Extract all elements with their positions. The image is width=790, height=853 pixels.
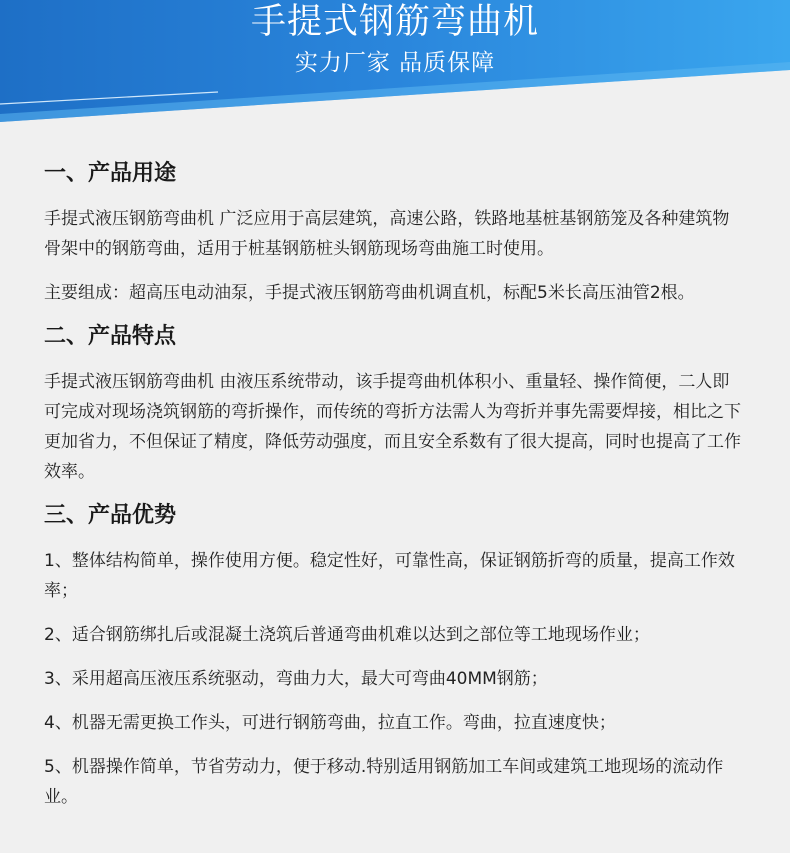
advantage-item-3: 3、采用超高压液压系统驱动，弯曲力大，最大可弯曲40MM钢筋； <box>44 669 548 689</box>
content-area <box>0 125 790 812</box>
advantage-item-2: 2、适合钢筋绑扎后或混凝土浇筑后普通弯曲机难以达到之部位等工地现场作业； <box>44 625 650 645</box>
advantage-item-4: 4、机器无需更换工作头，可进行钢筋弯曲，拉直工作。弯曲，拉直速度快； <box>44 713 616 733</box>
section-heading-advantages: 三、产品优势 <box>44 503 177 528</box>
page-title: 手提式钢筋弯曲机 <box>250 2 539 42</box>
header-banner <box>0 0 790 125</box>
advantage-item-1: 1、整体结构简单，操作使用方便。稳定性好，可靠性高，保证钢筋折弯的质量，提高工作效率； <box>44 551 735 601</box>
section-heading-features: 二、产品特点 <box>44 324 177 349</box>
composition-paragraph: 主要组成：超高压电动油泵，手提式液压钢筋弯曲机调直机，标配5米长高压油管2根。 <box>44 283 695 303</box>
usage-paragraph: 手提式液压钢筋弯曲机 广泛应用于高层建筑，高速公路，铁路地基桩基钢筋笼及各种建筑物骨架中的钢筋弯曲，适用于桩基钢筋桩头钢筋现场弯曲施工时使用。 <box>44 209 730 259</box>
features-paragraph: 手提式液压钢筋弯曲机 由液压系统带动，该手提弯曲机体积小、重量轻、操作简便，二人即可完成对现场浇筑钢筋的弯折操作，而传统的弯折方法需人为弯折并事先需要焊接，相比之下更加省力，不但保证了精度，降低劳动强度，而且安全系数有了很大提高，同时也提高了工作效率。 <box>44 372 741 482</box>
advantage-item-5: 5、机器操作简单，节省劳动力，便于移动.特别适用钢筋加工车间或建筑工地现场的流动作业。 <box>44 757 724 807</box>
page-subtitle: 实力厂家 品质保障 <box>294 50 496 76</box>
section-heading-usage: 一、产品用途 <box>44 161 177 186</box>
